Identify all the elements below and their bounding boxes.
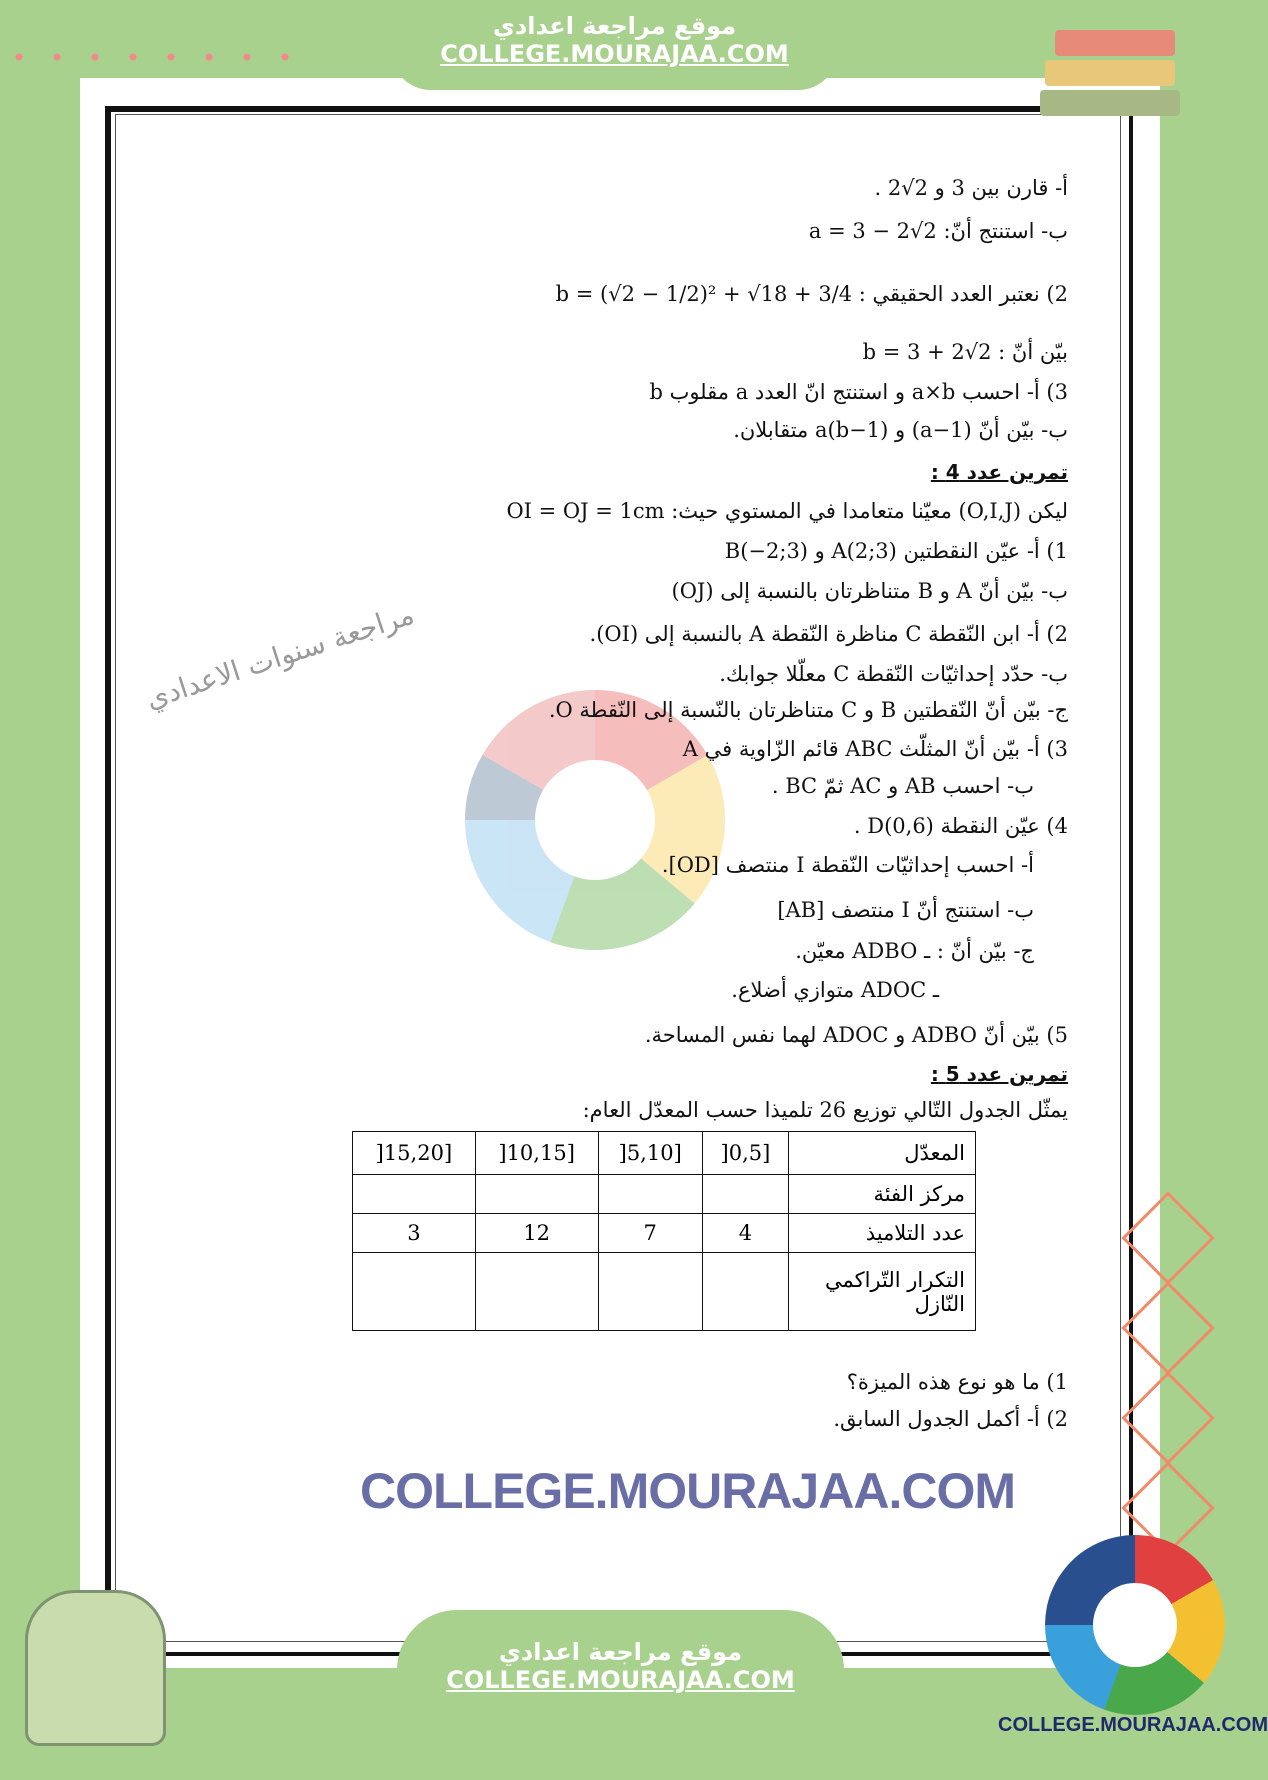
table-cell (475, 1175, 598, 1214)
frequency-table (352, 1131, 976, 1331)
site-name-arabic: موقع مراجعة اعدادي (498, 1638, 743, 1666)
ex4-q4c2: ـ ADOC متوازي أضلاع. (731, 978, 939, 1002)
site-logo-icon (1045, 1535, 1225, 1715)
table-cell: [5,10[ (598, 1132, 702, 1175)
ex4-q3b: ب- احسب AB و AC ثمّ BC . (771, 774, 1034, 798)
row-header: المعدّل (789, 1132, 976, 1175)
row-header (789, 1253, 976, 1331)
table-cell (475, 1253, 598, 1331)
watermark-logo-icon (465, 690, 725, 950)
table-cell: 12 (475, 1214, 598, 1253)
table-cell: [15,20[ (353, 1132, 476, 1175)
bottom-banner (397, 1610, 844, 1780)
table-cell (598, 1175, 702, 1214)
ex4-q2c: ج- بيّن أنّ النّقطتين B و C متناظرتان بالنّسبة إلى النّقطة O. (548, 698, 1068, 722)
ex4-q4c1: ج- بيّن أنّ : ـ ADBO معيّن. (795, 939, 1034, 963)
ex4-q2a: 2) أ- ابن النّقطة C مناظرة النّقطة A بالنسبة إلى (OI). (589, 622, 1068, 646)
decorative-dots (0, 38, 300, 78)
table-cell: [0,5[ (702, 1132, 788, 1175)
table-row (353, 1214, 976, 1253)
table-cell: 7 (598, 1214, 702, 1253)
table-cell (353, 1175, 476, 1214)
row-header-line: التكرار التّراكمي (824, 1267, 965, 1292)
table-cell (598, 1253, 702, 1331)
logo-site-text: COLLEGE.MOURAJAA.COM (998, 1714, 1268, 1736)
table-cell: 3 (353, 1214, 476, 1253)
ex4-q4b: ب- استنتج أنّ I منتصف [AB] (777, 898, 1034, 922)
ex3-q3b: ب- بيّن أنّ (a−1) و (b−1)a متقابلان. (733, 418, 1068, 442)
site-name-arabic: موقع مراجعة اعدادي (492, 12, 737, 40)
table-cell (702, 1175, 788, 1214)
table-cell (353, 1253, 476, 1331)
table-row (353, 1175, 976, 1214)
backpack-icon (25, 1590, 166, 1746)
ex3-q2-show: بيّن أنّ : b = 3 + 2√2 (862, 340, 1068, 364)
ex4-title: تمرين عدد 4 : (930, 460, 1068, 484)
ex4-q3a: 3) أ- بيّن أنّ المثلّث ABC قائم الزّاوية في A (682, 737, 1068, 761)
ex3-q1b: ب- استنتج أنّ: a = 3 − 2√2 (808, 219, 1068, 243)
row-header: مركز الفئة (789, 1175, 976, 1214)
site-url-link[interactable]: COLLEGE.MOURAJAA.COM (440, 40, 789, 68)
ex3-q1a: أ- قارن بين 3 و 2√2 . (874, 176, 1068, 200)
table-cell: 4 (702, 1214, 788, 1253)
ex3-q2: 2) نعتبر العدد الحقيقي : b = (√2 − 1/2)² + √18 + 3/4 (555, 282, 1068, 306)
ex4-intro: ليكن (O,I,J) معيّنا متعامدا في المستوي حيث: OI = OJ = 1cm (506, 499, 1068, 523)
ex4-q1b: ب- بيّن أنّ A و B متناظرتان بالنسبة إلى (OJ) (671, 579, 1068, 603)
ex4-q4a: أ- احسب إحداثيّات النّقطة I منتصف [OD]. (661, 853, 1034, 877)
ex4-q5: 5) بيّن أنّ ADBO و ADOC لهما نفس المساحة. (644, 1023, 1068, 1047)
watermark-site-text: COLLEGE.MOURAJAA.COM (360, 1463, 1015, 1519)
watermark-arabic-text: مراجعة سنوات الاعدادي (141, 597, 418, 716)
ex4-q2b: ب- حدّد إحداثيّات النّقطة C معلّلا جوابك. (719, 662, 1068, 686)
row-header: عدد التلاميذ (789, 1214, 976, 1253)
books-icon (1045, 20, 1205, 130)
top-banner (391, 0, 838, 90)
table-row (353, 1253, 976, 1331)
ex5-q1: 1) ما هو نوع هذه الميزة؟ (846, 1370, 1068, 1394)
table-row (353, 1132, 976, 1175)
table-cell: [10,15[ (475, 1132, 598, 1175)
ex5-intro: يمثّل الجدول التّالي توزيع 26 تلميذا حسب المعدّل العام: (582, 1098, 1068, 1122)
site-url-link[interactable]: COLLEGE.MOURAJAA.COM (446, 1666, 795, 1694)
table-cell (702, 1253, 788, 1331)
ex5-q2a: 2) أ- أكمل الجدول السابق. (833, 1407, 1068, 1431)
ex4-q4: 4) عيّن النقطة D(0,6) . (853, 814, 1068, 838)
ex3-q3a: 3) أ- احسب a×b و استنتج انّ العدد a مقلوب b (649, 380, 1068, 404)
ex5-title: تمرين عدد 5 : (930, 1062, 1068, 1086)
row-header-line: النّازل (914, 1291, 965, 1316)
ex4-q1a: 1) أ- عيّن النقطتين A(2;3) و B(−2;3) (724, 539, 1068, 563)
